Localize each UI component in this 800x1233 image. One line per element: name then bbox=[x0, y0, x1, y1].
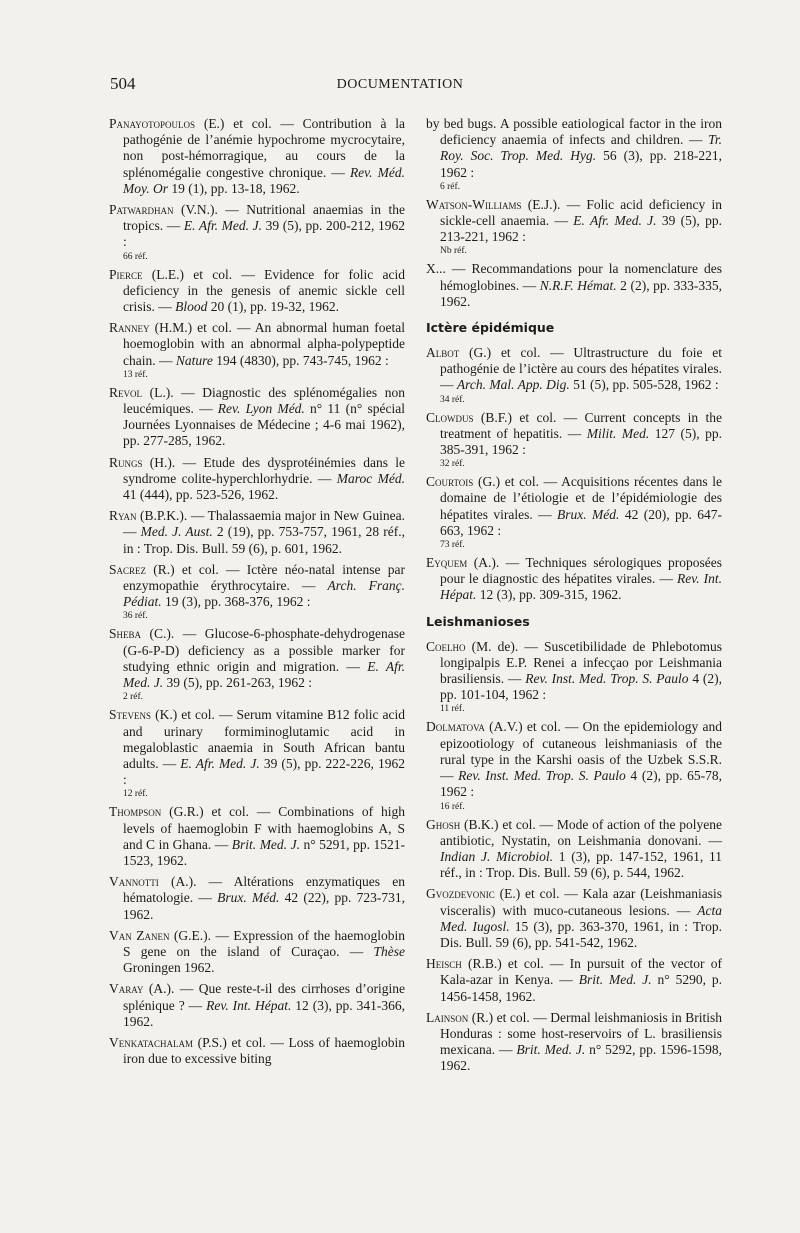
page-header bbox=[110, 74, 690, 96]
entry-reference-count: 16 réf. bbox=[440, 801, 465, 812]
bibliography-entry bbox=[109, 626, 405, 702]
entry-text: (E.) et col. — Contribution à la pathogénie de l’anémie hypochrome mycrocytaire, non post-hémorragique, au cours de la splénomégalie congestive chronique. — bbox=[123, 116, 405, 180]
bibliography-entry bbox=[109, 804, 405, 869]
bibliography-entry bbox=[426, 474, 722, 550]
entry-source: E. Afr. Med. J. bbox=[180, 755, 260, 771]
bibliography-entry bbox=[426, 410, 722, 470]
entry-citation: 39 (5), pp. 222-226, 1962 : bbox=[123, 755, 405, 788]
entry-citation: 4 (2), pp. 65-78, 1962 : bbox=[440, 768, 722, 800]
entry-text: (G.) et col. — Acquisitions récentes dans le domaine de l’étiologie et de l’épidémiologie des hépatites virales. — bbox=[440, 474, 722, 522]
bibliography-entry bbox=[109, 562, 405, 622]
entry-text: (G.) et col. — Ultrastructure du foie et pathogénie de l’ictère au cours des hépatites virales. — bbox=[440, 345, 722, 393]
entry-citation: 56 (3), pp. 218-221, 1962 : bbox=[440, 148, 722, 180]
entry-source: Acta Med. Iugosl. bbox=[440, 902, 722, 934]
entry-citation: 39 (5), pp. 200-212, 1962 : bbox=[123, 218, 405, 250]
entry-citation: 19 (3), pp. 368-376, 1962 : bbox=[161, 594, 311, 610]
entry-source: Blood bbox=[175, 299, 208, 315]
entry-source: Brit. Med. J. bbox=[516, 1042, 586, 1058]
entry-citation: 42 (22), pp. 723-731, 1962. bbox=[123, 890, 405, 922]
entry-citation: 194 (4830), pp. 743-745, 1962 : bbox=[212, 352, 389, 368]
entry-author: X... bbox=[426, 261, 446, 277]
entry-source: Rev. Int. Hépat. bbox=[440, 571, 722, 603]
bibliography-entry bbox=[426, 956, 722, 1005]
entry-citation: 4 (2), pp. 101-104, 1962 : bbox=[440, 671, 722, 703]
entry-text: (G.E.). — Expression of the haemoglobin S gene on the island of Curaçao. — bbox=[123, 927, 405, 959]
entry-citation: 41 (444), pp. 523-526, 1962. bbox=[123, 487, 279, 503]
entry-reference-count: Nb réf. bbox=[440, 246, 467, 257]
entry-source: Rev. Lyon Méd. bbox=[217, 401, 305, 417]
entry-text: (M. de). — Suscetibilidade de Phlebotomus longipalpis E.P. Renei a infecçao por Leishmania brasiliensis. — bbox=[440, 638, 722, 687]
entry-source: Rev. Int. Hépat. bbox=[206, 997, 292, 1013]
bibliography-entry bbox=[109, 116, 405, 197]
entry-author: Ghosh bbox=[426, 816, 461, 832]
entry-citation: 42 (20), pp. 647-663, 1962 : bbox=[440, 506, 722, 538]
entry-text: (A.). — Techniques sérologiques proposées pour le diagnostic des hépatites virales. — bbox=[440, 555, 722, 587]
entry-text: (B.K.) et col. — Mode of action of the polyene antibiotic, Nystatin, on Leishmania donovani. — bbox=[440, 816, 722, 848]
right-column-continued-entries bbox=[426, 116, 722, 310]
entry-text: (V.N.). — Nutritional anaemias in the tropics. — bbox=[123, 202, 405, 234]
entry-text: (C.). — Glucose-6-phosphate-dehydrogenase (G-6-P-D) deficiency as a possible marker for studying ethnic origin and migration. — bbox=[123, 626, 405, 674]
entry-citation: n° 5292, pp. 1596-1598, 1962. bbox=[440, 1042, 722, 1074]
entry-source: Arch. Mal. App. Dig. bbox=[456, 377, 570, 393]
entry-author: Panayotopoulos bbox=[109, 116, 196, 131]
entry-author: Coelho bbox=[426, 638, 466, 654]
entry-text: (B.F.) et col. — Current concepts in the treatment of hepatitis. — bbox=[440, 409, 722, 441]
entry-author: Heisch bbox=[426, 956, 462, 972]
entry-author: Vannotti bbox=[109, 874, 159, 890]
bibliography-entry bbox=[109, 508, 405, 557]
entry-author: Patwardhan bbox=[109, 202, 174, 218]
bibliography-entry bbox=[109, 707, 405, 799]
entry-author: Sheba bbox=[109, 626, 142, 642]
entry-text: (R.) et col. — Ictère néo-natal intense par enzymopathie érythrocytaire. — bbox=[123, 561, 405, 594]
entry-text: (R.B.) et col. — In pursuit of the vector of Kala-azar in Kenya. — bbox=[440, 956, 722, 988]
entry-text: (A.). — Altérations enzymatiques en hématologie. — bbox=[123, 874, 405, 906]
entry-reference-count: 11 réf. bbox=[440, 704, 465, 715]
bibliography-entry bbox=[109, 385, 405, 450]
entry-source: Rev. Méd. Moy. Or bbox=[123, 164, 405, 196]
bibliography-entry bbox=[426, 886, 722, 951]
bibliography-entry bbox=[426, 555, 722, 604]
entry-source: Brux. Méd. bbox=[217, 890, 280, 906]
bibliography-entry bbox=[109, 267, 405, 316]
entry-citation: 51 (5), pp. 505-528, 1962 : bbox=[569, 377, 719, 393]
entry-author: Varay bbox=[109, 981, 144, 997]
entry-reference-count: 12 réf. bbox=[123, 789, 148, 800]
icterus-entries bbox=[426, 345, 722, 604]
entry-source: Brit. Med. J. bbox=[231, 836, 300, 852]
entry-citation: 15 (3), pp. 363-370, 1961, in : Trop. Dis. Bull. 59 (6), pp. 541-542, 1962. bbox=[440, 918, 722, 950]
bibliography-entry bbox=[426, 719, 722, 811]
entry-citation: 1 (3), pp. 147-152, 1961, 11 réf., in : Trop. Dis. Bull. 59 (6), p. 544, 1962. bbox=[440, 848, 722, 881]
entry-citation: 20 (1), pp. 19-32, 1962. bbox=[207, 299, 339, 315]
entry-author: Clowdus bbox=[426, 409, 474, 425]
entry-citation: n° 11 (n° spécial Journées Lyonnaises de Médecine ; 4-6 mai 1962), pp. 277-285, 1962. bbox=[123, 401, 405, 449]
entry-text: (L.E.) et col. — Evidence for folic acid deficiency in the genesis of anemic sickle cell crisis. — bbox=[123, 266, 405, 315]
entry-author: Dolmatova bbox=[426, 719, 485, 735]
entry-text: (E.) et col. — Kala azar (Leishmaniasis visceralis) with muco-cutaneous lesions. — bbox=[440, 886, 722, 918]
entry-text: (P.S.) et col. — Loss of haemoglobin iron due to excessive biting bbox=[123, 1034, 405, 1067]
page-number: 504 bbox=[110, 74, 136, 93]
entry-author: Sacrez bbox=[109, 561, 147, 577]
entry-source: E. Afr. Med. J. bbox=[573, 213, 657, 229]
entry-source: E. Afr. Med. J. bbox=[183, 218, 262, 234]
bibliography-entry bbox=[109, 928, 405, 977]
entry-source: Maroc Méd. bbox=[336, 470, 405, 486]
entry-reference-count: 73 réf. bbox=[440, 540, 465, 551]
entry-source: N.R.F. Hémat. bbox=[539, 277, 617, 293]
entry-text: (G.R.) et col. — Combinations of high levels of haemoglobin F with haemoglobins A, S and C in Ghana. — bbox=[123, 804, 405, 852]
bibliography-entry bbox=[426, 345, 722, 405]
entry-text: (R.) et col. — Dermal leishmaniosis in British Honduras : some host-reservoirs of L. brasiliensis mexicana. — bbox=[440, 1009, 722, 1058]
leishmaniasis-entries bbox=[426, 639, 722, 1075]
bibliography-entry bbox=[426, 817, 722, 882]
entry-source: Brux. Méd. bbox=[557, 506, 620, 522]
entry-citation: 12 (3), pp. 341-366, 1962. bbox=[123, 997, 406, 1029]
entry-author: Eyquem bbox=[426, 555, 468, 571]
entry-author: Watson-Williams bbox=[426, 196, 522, 212]
entry-text: (A.V.) et col. — On the epidemiology and epizootiology of cutaneous leishmaniasis of the rural type in the Karshi oasis of the Uzbek S.S.R. — bbox=[440, 719, 722, 784]
entry-citation: 19 (1), pp. 13-18, 1962. bbox=[168, 180, 300, 196]
entry-author: Pierce bbox=[109, 266, 143, 282]
entry-source: Tr. Roy. Soc. Trop. Med. Hyg. bbox=[440, 132, 722, 164]
entry-reference-count: 6 réf. bbox=[440, 181, 461, 192]
entry-author: Venkatachalam bbox=[109, 1034, 194, 1050]
entry-source: Thèse bbox=[373, 943, 405, 959]
entry-reference-count: 66 réf. bbox=[123, 251, 148, 262]
bibliography-entry bbox=[426, 261, 722, 310]
entry-text: by bed bugs. A possible eatiological factor in the iron deficiency anaemia of infects and children. — bbox=[426, 116, 722, 148]
bibliography-entry bbox=[426, 197, 722, 257]
entry-reference-count: 36 réf. bbox=[123, 611, 148, 622]
entry-author: Ranney bbox=[109, 320, 150, 336]
right-column bbox=[426, 116, 722, 1080]
bibliography-entry bbox=[426, 1010, 722, 1075]
entry-citation: n° 5291, pp. 1521-1523, 1962. bbox=[123, 836, 405, 868]
entry-citation: n° 5290, p. 1456-1458, 1962. bbox=[440, 972, 723, 1004]
bibliography-entry bbox=[109, 981, 405, 1030]
entry-reference-count: 32 réf. bbox=[440, 459, 465, 470]
entry-citation: 2 (19), pp. 753-757, 1961, 28 réf., in : Trop. Dis. Bull. 59 (6), p. 601, 1962. bbox=[123, 524, 405, 556]
bibliography-entry bbox=[109, 202, 405, 262]
entry-citation: 127 (5), pp. 385-391, 1962 : bbox=[440, 425, 722, 458]
running-title: DOCUMENTATION bbox=[336, 77, 464, 92]
bibliography-entry bbox=[426, 116, 722, 192]
bibliography-entry bbox=[109, 320, 405, 380]
bibliography-entry bbox=[426, 639, 722, 715]
entry-text: (H.). — Etude des dysprotéinémies dans le syndrome colite-hyperchlorhydrie. — bbox=[123, 454, 405, 486]
bibliography-entry bbox=[109, 1035, 405, 1067]
entry-text: (H.M.) et col. — An abnormal human foetal hoemoglobin with an abnormal alpha-polypeptide chain. — bbox=[123, 320, 405, 368]
entry-text: (B.P.K.). — Thalassaemia major in New Guinea. — bbox=[123, 508, 405, 540]
bibliography-entry bbox=[109, 455, 405, 504]
entry-author: Stevens bbox=[109, 707, 152, 723]
entry-source: Indian J. Microbiol. bbox=[440, 848, 553, 864]
section-heading-icterus: Ictère épidémique bbox=[426, 320, 555, 336]
entry-text: — Recommandations pour la nomenclature des hémoglobines. — bbox=[440, 261, 722, 293]
entry-source: Med. J. Aust. bbox=[140, 524, 213, 540]
entry-author: Courtois bbox=[426, 474, 474, 490]
entry-author: Gvozdevonic bbox=[426, 886, 495, 902]
bibliography-entry bbox=[109, 874, 405, 923]
entry-author: Thompson bbox=[109, 804, 162, 820]
entry-source: Arch. Franç. Pédiat. bbox=[123, 578, 406, 610]
entry-source: Nature bbox=[175, 352, 213, 368]
entry-citation: Groningen 1962. bbox=[123, 960, 215, 976]
entry-text: (E.J.). — Folic acid deficiency in sickle-cell anaemia. — bbox=[440, 196, 722, 229]
left-column bbox=[109, 116, 405, 1072]
entry-reference-count: 2 réf. bbox=[123, 692, 144, 703]
entry-citation: 39 (5), pp. 213-221, 1962 : bbox=[440, 213, 722, 245]
entry-reference-count: 34 réf. bbox=[440, 394, 465, 405]
entry-author: Albot bbox=[426, 345, 460, 361]
entry-source: Milit. Med. bbox=[586, 425, 650, 441]
entry-text: (L.). — Diagnostic des splénomégalies non leucémiques. — bbox=[123, 384, 405, 417]
entry-author: Revol bbox=[109, 384, 142, 400]
entry-source: Rev. Inst. Med. Trop. S. Paulo bbox=[525, 671, 689, 687]
entry-reference-count: 13 réf. bbox=[123, 369, 148, 380]
entry-text: (K.) et col. — Serum vitamine B12 folic acid and urinary formiminoglutamic acid in megaloblastic anaemia in South African bantu adults. — bbox=[123, 707, 405, 771]
entry-author: Rungs bbox=[109, 454, 143, 470]
entry-source: Rev. Inst. Med. Trop. S. Paulo bbox=[458, 768, 626, 784]
entry-citation: 39 (5), pp. 261-263, 1962 : bbox=[163, 675, 312, 691]
section-heading-leishmaniasis: Leishmanioses bbox=[426, 613, 530, 629]
entry-source: Brit. Med. J. bbox=[578, 972, 652, 988]
entry-citation: 12 (3), pp. 309-315, 1962. bbox=[476, 587, 622, 603]
entry-source: E. Afr. Med. J. bbox=[123, 658, 405, 691]
entry-author: Van Zanen bbox=[109, 927, 170, 943]
entry-text: (A.). — Que reste-t-il des cirrhoses d’origine splénique ? — bbox=[123, 981, 405, 1013]
entry-citation: 2 (2), pp. 333-335, 1962. bbox=[440, 277, 722, 309]
entry-author: Lainson bbox=[426, 1009, 469, 1025]
entry-author: Ryan bbox=[109, 508, 137, 524]
